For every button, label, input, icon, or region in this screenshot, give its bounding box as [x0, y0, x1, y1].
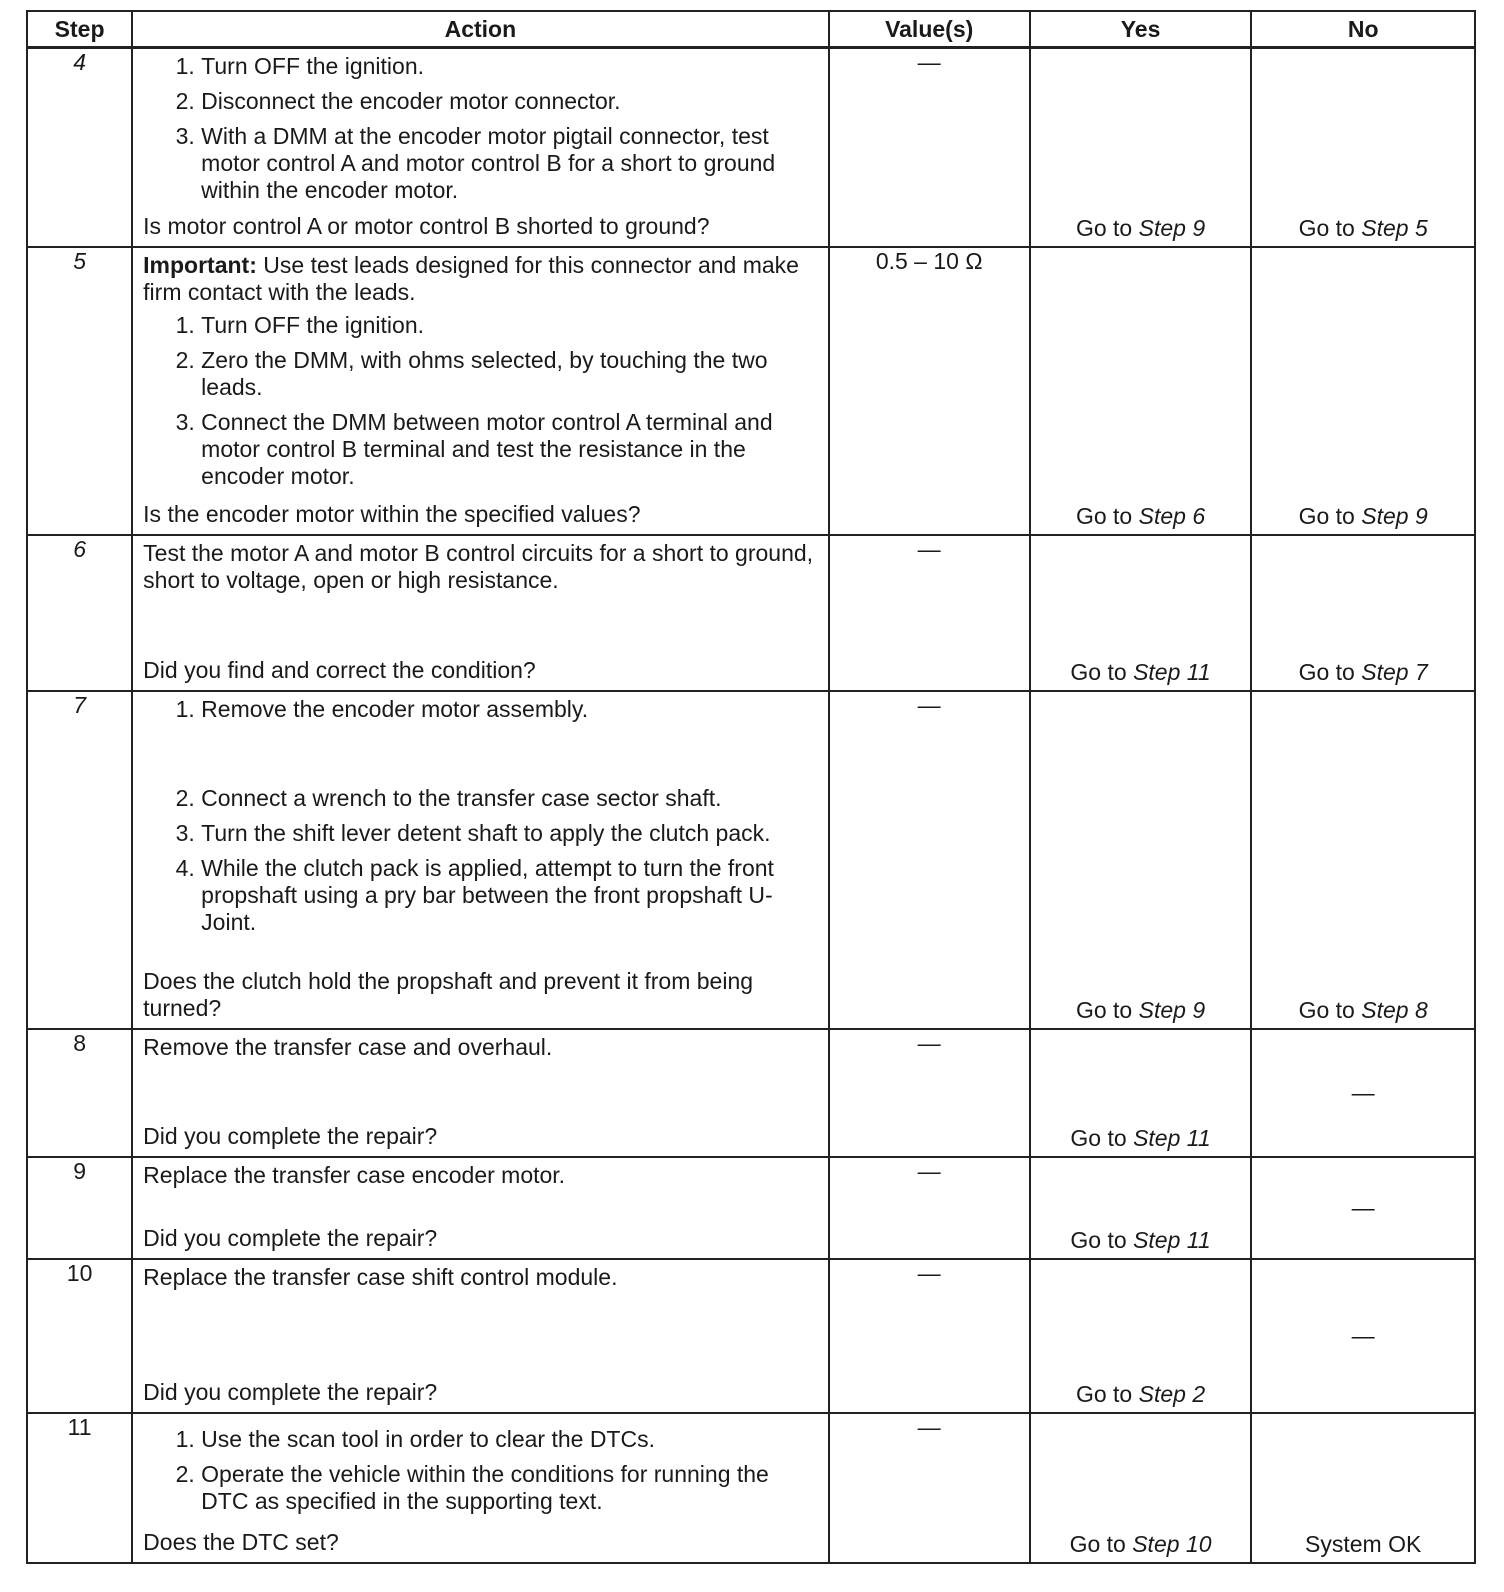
- action-question: Did you complete the repair?: [143, 1379, 438, 1405]
- step-reference: Step 11: [1133, 659, 1211, 685]
- action-question: Did you complete the repair?: [143, 1225, 438, 1251]
- action-question: Is motor control A or motor control B shorted to ground?: [143, 213, 710, 239]
- action-step: 1. Use the scan tool in order to clear the DTCs.: [201, 1426, 817, 1453]
- table-row: [27, 247, 1475, 535]
- yes-result: [1031, 503, 1251, 530]
- action-step: 1. Remove the encoder motor assembly.: [201, 696, 817, 723]
- step-number: 9: [27, 1157, 132, 1259]
- action-cell: [132, 1259, 828, 1413]
- yes-cell: [1030, 691, 1252, 1029]
- table-row: [27, 535, 1475, 691]
- diagnostic-table: [26, 10, 1476, 1564]
- header-step: Step: [27, 11, 132, 48]
- yes-result: [1031, 659, 1251, 686]
- action-steps: [143, 53, 817, 204]
- no-cell: [1251, 1157, 1475, 1259]
- action-step: 2. Disconnect the encoder motor connector.: [201, 88, 817, 115]
- no-result: [1252, 503, 1474, 530]
- action-step: 1. Turn OFF the ignition.: [201, 312, 817, 339]
- action-text: Test the motor A and motor B control circuits for a short to ground, short to voltage, open or high resistance.: [143, 540, 814, 593]
- step-number: 5: [27, 247, 132, 535]
- step-reference: Step 10: [1132, 1531, 1212, 1557]
- action-cell: [132, 1029, 828, 1157]
- step-number: 6: [27, 535, 132, 691]
- no-result: —: [1351, 1194, 1375, 1221]
- go-to-label: Go to: [1075, 215, 1139, 241]
- yes-result: [1031, 1381, 1251, 1408]
- no-cell: [1251, 247, 1475, 535]
- action-step: 3. Turn the shift lever detent shaft to apply the clutch pack.: [201, 820, 817, 847]
- no-result: —: [1351, 1079, 1375, 1106]
- header-action: Action: [132, 11, 828, 48]
- step-reference: Step 9: [1138, 997, 1206, 1023]
- action-cell: [132, 247, 828, 535]
- action-step: 4. While the clutch pack is applied, attempt to turn the front propshaft using a pry bar between the front propshaft U-Joint.: [201, 855, 817, 936]
- yes-result: [1031, 1125, 1251, 1152]
- no-result: —: [1351, 1322, 1375, 1349]
- step-reference: Step 8: [1361, 997, 1428, 1023]
- table-row: [27, 1413, 1475, 1563]
- go-to-label: Go to: [1075, 503, 1139, 529]
- value-cell: —: [829, 1259, 1030, 1413]
- action-question: Did you complete the repair?: [143, 1123, 438, 1149]
- step-reference: Step 9: [1138, 215, 1206, 241]
- no-cell: [1251, 48, 1475, 248]
- step-reference: Step 2: [1138, 1381, 1206, 1407]
- action-step: 2. Operate the vehicle within the conditions for running the DTC as specified in the supporting text.: [201, 1461, 817, 1515]
- value-cell: —: [829, 691, 1030, 1029]
- go-to-label: Go to: [1075, 997, 1139, 1023]
- step-number: 4: [27, 48, 132, 248]
- table-row: [27, 1157, 1475, 1259]
- action-steps: [143, 1426, 817, 1515]
- step-number: 8: [27, 1029, 132, 1157]
- action-step: 3. Connect the DMM between motor control A terminal and motor control B terminal and test the resistance in the encoder motor.: [201, 409, 817, 490]
- no-result: [1252, 659, 1474, 686]
- action-question: Did you find and correct the condition?: [143, 657, 536, 683]
- step-number: 10: [27, 1259, 132, 1413]
- action-cell: [132, 48, 828, 248]
- header-yes: Yes: [1030, 11, 1252, 48]
- action-cell: [132, 1413, 828, 1563]
- go-to-label: Go to: [1298, 997, 1362, 1023]
- no-cell: [1251, 1413, 1475, 1563]
- yes-result: [1031, 215, 1251, 242]
- yes-result: [1031, 1531, 1251, 1558]
- step-reference: Step 6: [1138, 503, 1206, 529]
- value-cell: —: [829, 48, 1030, 248]
- no-cell: [1251, 535, 1475, 691]
- action-question: Does the DTC set?: [143, 1529, 339, 1555]
- important-label: Important:: [143, 252, 257, 278]
- table-row: [27, 1029, 1475, 1157]
- step-number: 11: [27, 1413, 132, 1563]
- step-reference: Step 5: [1361, 215, 1428, 241]
- table-row: [27, 1259, 1475, 1413]
- value-cell: 0.5 – 10 Ω: [829, 247, 1030, 535]
- header-no: No: [1251, 11, 1475, 48]
- action-steps: [143, 696, 817, 936]
- no-cell: [1251, 1029, 1475, 1157]
- value-cell: —: [829, 1413, 1030, 1563]
- no-cell: [1251, 1259, 1475, 1413]
- go-to-label: Go to: [1070, 659, 1134, 685]
- action-text: Replace the transfer case shift control module.: [143, 1264, 618, 1290]
- table-row: [27, 691, 1475, 1029]
- action-step: 2. Connect a wrench to the transfer case sector shaft.: [201, 785, 817, 812]
- yes-cell: [1030, 535, 1252, 691]
- yes-result: [1031, 997, 1251, 1024]
- action-cell: [132, 535, 828, 691]
- yes-cell: [1030, 247, 1252, 535]
- no-result: [1252, 997, 1474, 1024]
- action-cell: [132, 1157, 828, 1259]
- header-row: [27, 11, 1475, 48]
- step-reference: Step 9: [1361, 503, 1428, 529]
- go-to-label: Go to: [1298, 503, 1362, 529]
- yes-cell: [1030, 1029, 1252, 1157]
- go-to-label: Go to: [1298, 659, 1362, 685]
- important-note: [143, 252, 817, 306]
- yes-result: [1031, 1227, 1251, 1254]
- go-to-label: Go to: [1298, 215, 1362, 241]
- action-question: Does the clutch hold the propshaft and prevent it from being turned?: [143, 968, 754, 1021]
- go-to-label: Go to: [1075, 1381, 1139, 1407]
- table-row: [27, 48, 1475, 248]
- go-to-label: Go to: [1070, 1125, 1134, 1151]
- action-question: Is the encoder motor within the specified values?: [143, 501, 641, 527]
- yes-cell: [1030, 1413, 1252, 1563]
- header-values: Value(s): [829, 11, 1030, 48]
- go-to-label: Go to: [1070, 1227, 1134, 1253]
- yes-cell: [1030, 1157, 1252, 1259]
- action-steps: [143, 312, 817, 490]
- value-cell: —: [829, 1029, 1030, 1157]
- action-cell: [132, 691, 828, 1029]
- value-cell: —: [829, 535, 1030, 691]
- no-result: [1252, 215, 1474, 242]
- step-number: 7: [27, 691, 132, 1029]
- action-step: 3. With a DMM at the encoder motor pigtail connector, test motor control A and motor control B for a short to ground within the encoder motor.: [201, 123, 817, 204]
- action-text: Remove the transfer case and overhaul.: [143, 1034, 553, 1060]
- no-result: System OK: [1305, 1531, 1422, 1557]
- important-text: Use test leads designed for this connector and make firm contact with the leads.: [143, 252, 799, 305]
- step-reference: Step 11: [1133, 1227, 1211, 1253]
- action-text: Replace the transfer case encoder motor.: [143, 1162, 566, 1188]
- yes-cell: [1030, 48, 1252, 248]
- no-cell: [1251, 691, 1475, 1029]
- go-to-label: Go to: [1069, 1531, 1133, 1557]
- action-step: 1. Turn OFF the ignition.: [201, 53, 817, 80]
- step-reference: Step 7: [1361, 659, 1428, 685]
- yes-cell: [1030, 1259, 1252, 1413]
- value-cell: —: [829, 1157, 1030, 1259]
- step-reference: Step 11: [1133, 1125, 1211, 1151]
- action-step: 2. Zero the DMM, with ohms selected, by touching the two leads.: [201, 347, 817, 401]
